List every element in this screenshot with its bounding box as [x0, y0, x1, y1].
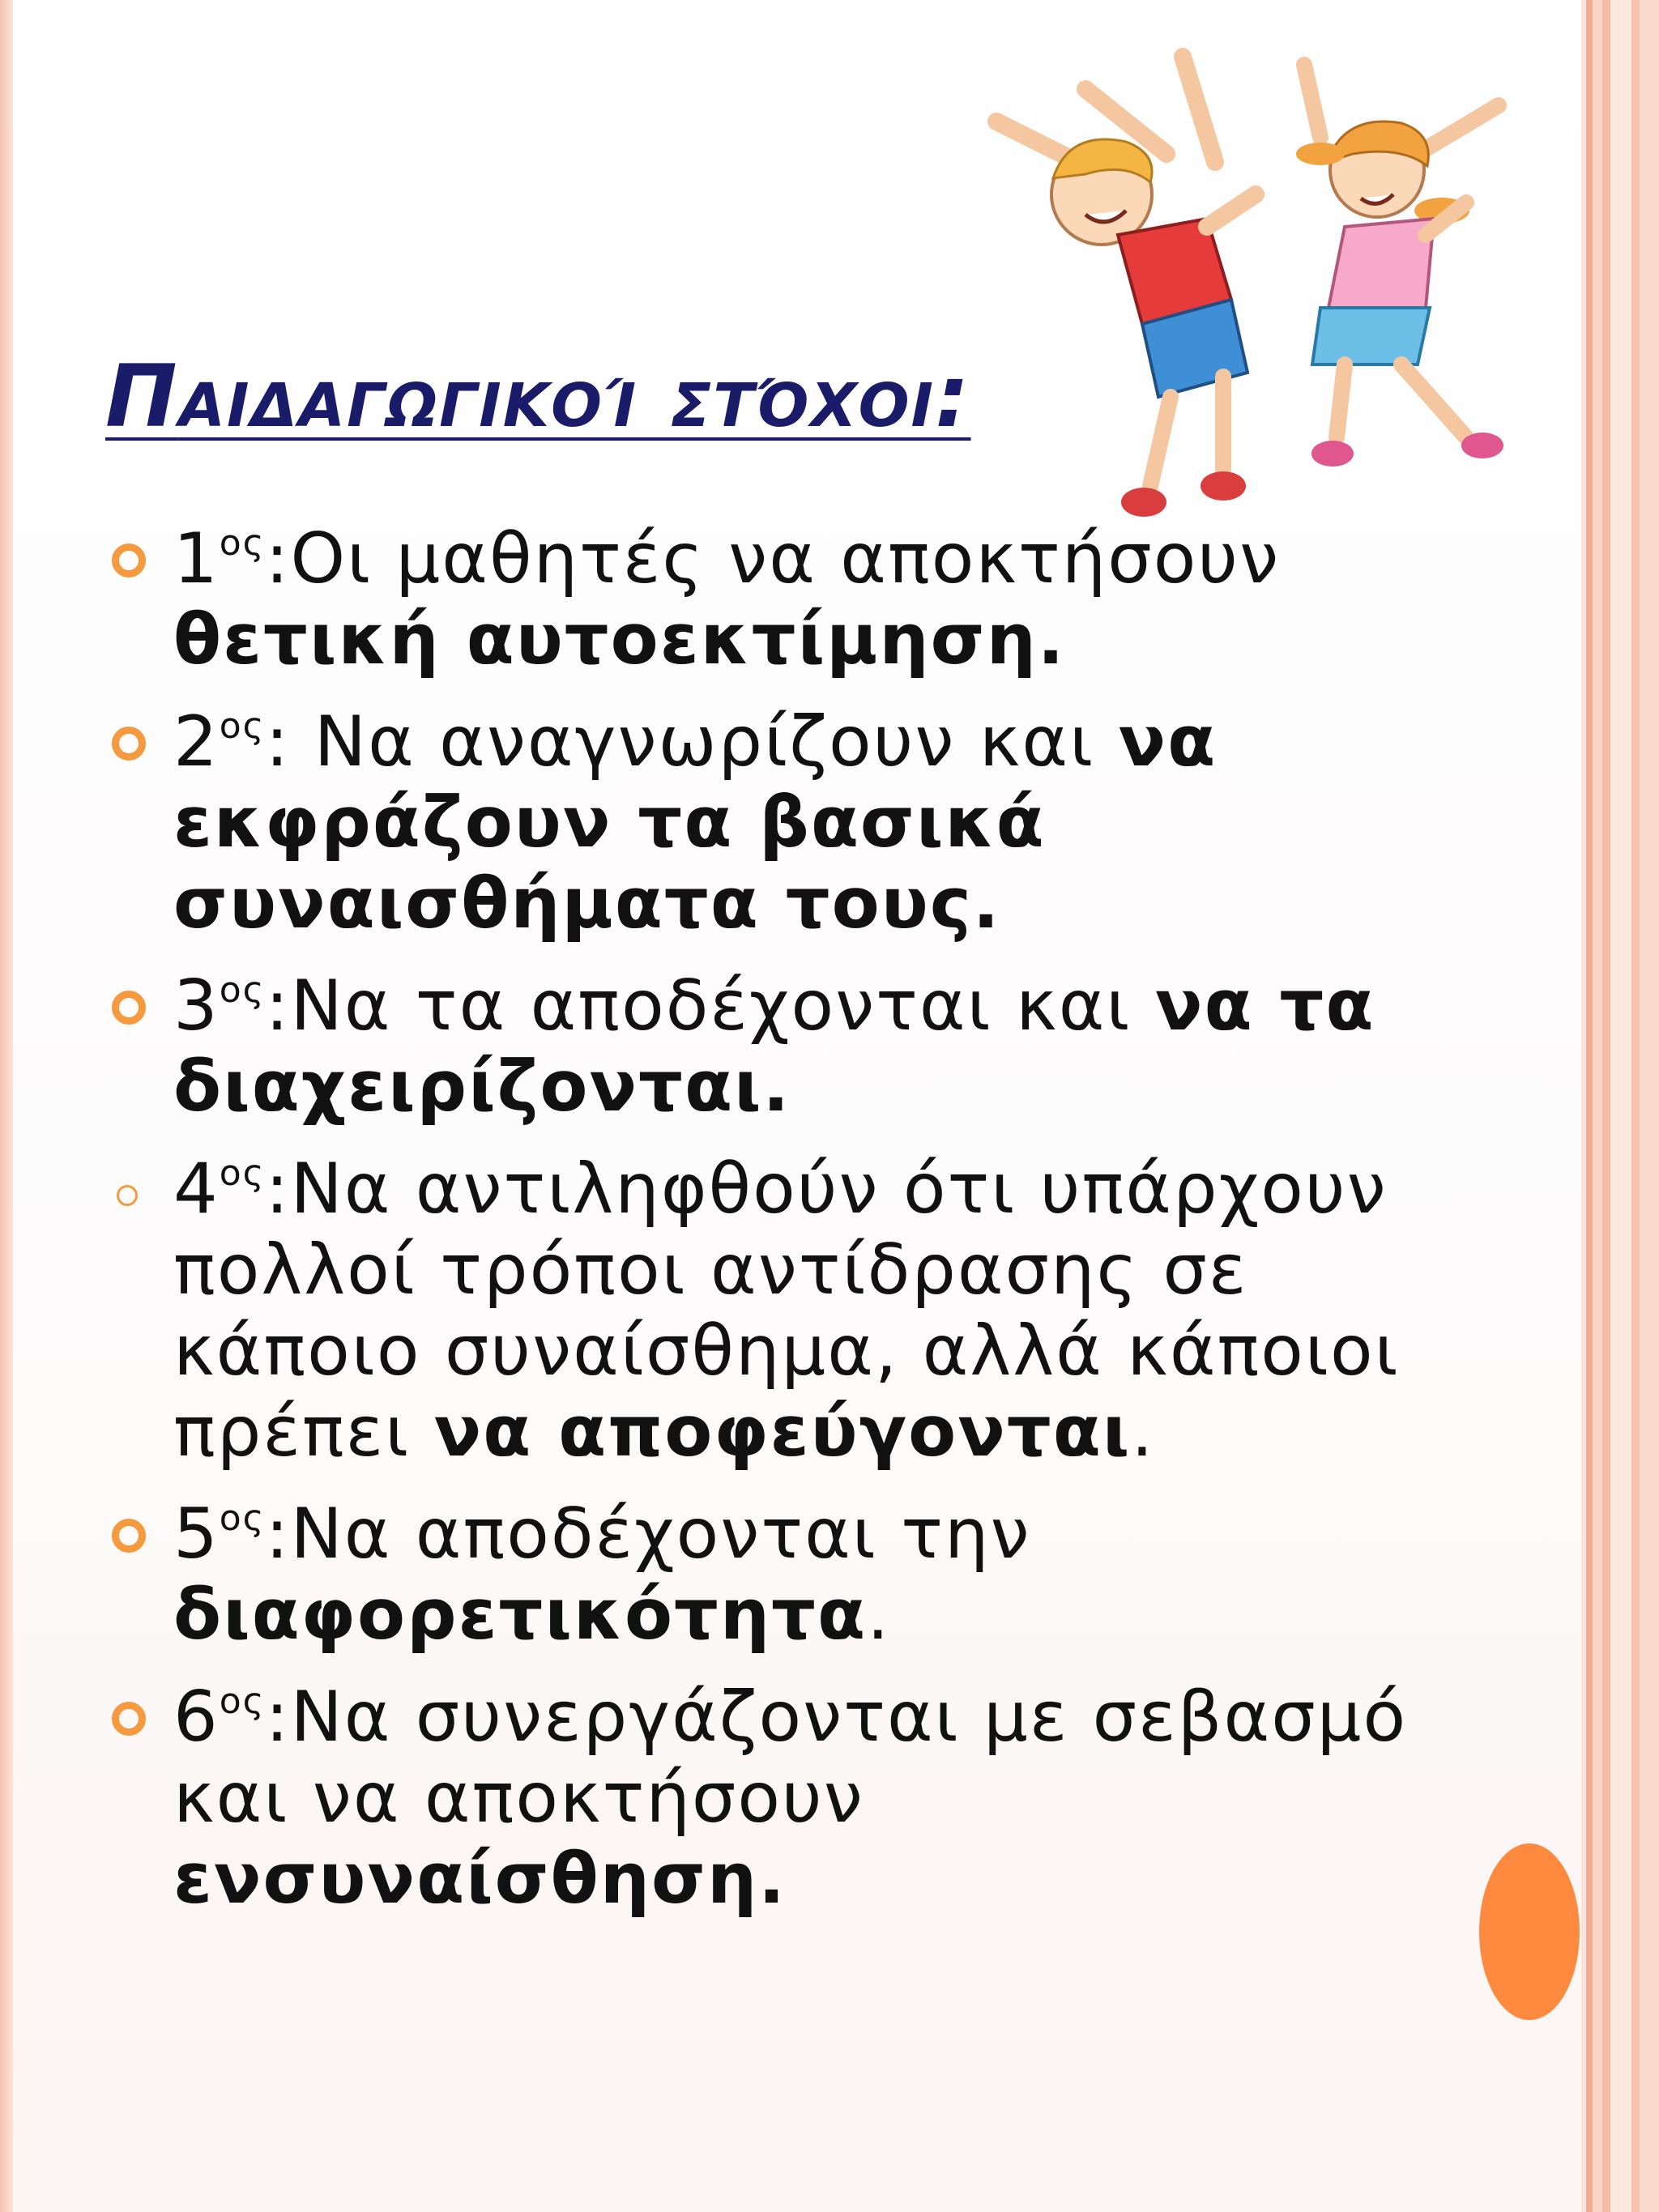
goal-tail: . [1131, 1392, 1155, 1473]
goal-text: Οι μαθητές να αποκτήσουν [290, 518, 1281, 599]
goal-number: $1^{o\varsigma}$: [173, 518, 291, 599]
goal-emphasis: διαφορετικότητα [173, 1575, 868, 1656]
goal-number: $4^{o\varsigma}$: [173, 1149, 291, 1230]
goal-text: Να αποδέχονται την [290, 1494, 1031, 1575]
right-border [1581, 0, 1659, 2212]
goal-text: Να αντιληφθούν ότι υπάρχουν πολλοί τρόποι αντίδρασης σε κάποιο συναίσθημα, αλλά κάποιοι πρέπει [173, 1149, 1400, 1473]
goal-emphasis: να τα διαχειρίζονται. [173, 965, 1375, 1127]
list-item [105, 1494, 1450, 1656]
goals-list [105, 518, 1450, 1941]
bullet-icon [117, 1185, 138, 1206]
goal-text: Να αναγνωρίζουν και [313, 701, 1119, 782]
list-item [105, 701, 1450, 944]
goal-emphasis: ενσυναίσθηση. [173, 1839, 787, 1920]
list-item [105, 965, 1450, 1127]
goal-text: Να συνεργάζονται με σεβασμό και να αποκτήσουν [173, 1677, 1408, 1839]
list-item [105, 1149, 1450, 1473]
goal-emphasis: να αποφεύγονται [433, 1392, 1132, 1473]
bullet-icon [112, 1702, 146, 1736]
list-item [105, 518, 1450, 680]
list-item [105, 1677, 1450, 1920]
left-border [0, 0, 13, 2212]
goal-emphasis: θετική αυτοεκτίμηση. [173, 599, 1066, 680]
jumping-children-illustration [964, 32, 1531, 551]
goal-number: $3^{o\varsigma}$: [173, 965, 291, 1046]
bullet-icon [112, 543, 146, 578]
goal-text: Να τα αποδέχονται και [290, 965, 1155, 1046]
goal-number: $2^{o\varsigma}$: [173, 701, 314, 782]
bullet-icon [112, 727, 146, 761]
boy-figure [996, 57, 1256, 517]
decorative-oval [1479, 1843, 1580, 2020]
bullet-icon [112, 991, 146, 1025]
goal-tail: . [867, 1575, 891, 1656]
goal-number: $6^{o\varsigma}$: [173, 1677, 291, 1758]
girl-figure [1296, 65, 1503, 467]
goal-emphasis: να εκφράζουν τα βασικά συναισθήματα τους. [173, 701, 1218, 944]
page-title: Παιδαγωγικοί στόχοι: [105, 347, 971, 446]
bullet-icon [112, 1519, 146, 1553]
goal-number: $5^{o\varsigma}$: [173, 1494, 291, 1575]
